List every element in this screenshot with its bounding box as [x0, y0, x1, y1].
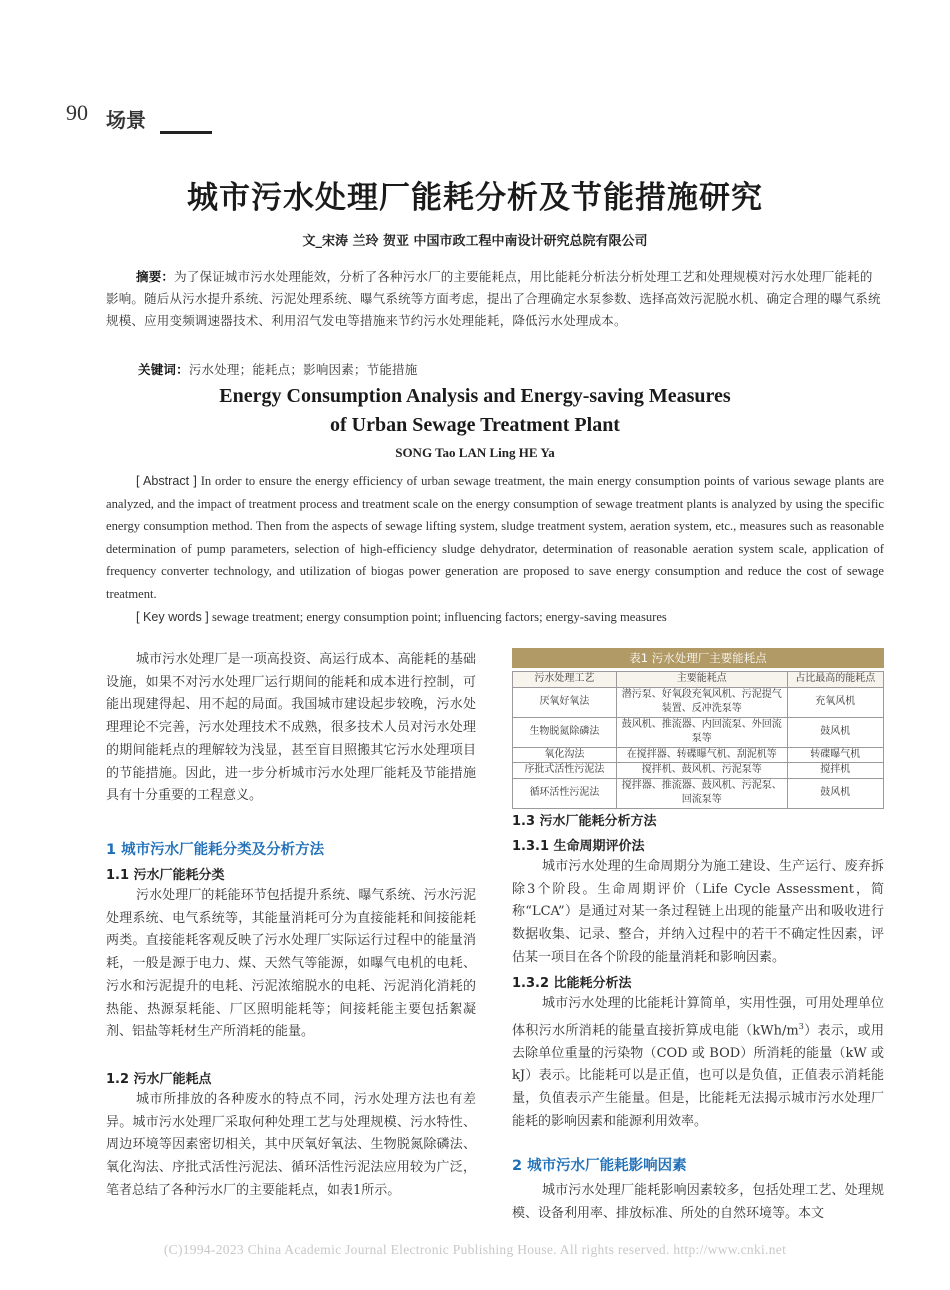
abstract-en [106, 470, 884, 605]
article-title-en [0, 382, 950, 440]
energy-table [512, 671, 884, 809]
table-cell: 鼓风机 [787, 717, 883, 747]
paragraph-1-2: 城市所排放的各种废水的特点不同，污水处理方法也有差异。城市污水处理厂采取何种处理工艺与处理规模、污水特性、周边环境等因素密切相关，其中厌氧好氧法、生物脱氮除磷法、氧化沟法、序批式活性污泥法、循环活性污泥法应用较为广泛，笔者总结了各种污水厂的主要能耗点，如表1所示。 [106, 1092, 476, 1198]
table-cell: 转碟曝气机 [787, 747, 883, 763]
superscript-3: 3 [798, 1021, 804, 1031]
intro-paragraph: 城市污水处理厂是一项高投资、高运行成本、高能耗的基础设施，如果不对污水处理厂运行期间的能耗和成本进行控制，可能出现建得起、用不起的局面。我国城市建设起步较晚，污水处理理论不完善，污水处理技术不成熟，很多技术人员对污水处理的期间能耗点的理解较为浅显，甚至盲目照搬其它污水处理项目的节能措施。因此，进一步分析城市污水处理厂能耗及节能措施具有十分重要的工程意义。 [106, 652, 476, 804]
table-header-cell: 污水处理工艺 [513, 672, 617, 688]
abstract-en-text: In order to ensure the energy efficiency of urban sewage treatment, the main energy consumption points of various sewage plants are analyzed, and the impact of treatment process and treatment scale on the energy consumption of sewage treatment plants is analyzed by using the specific energy consumption method. Then from the aspects of sewage lifting system, sludge treatment system, aeration system, etc., measures such as reasonable determination of pump parameters, selection of high-efficiency sludge dehydrator, determination of reasonable aeration system scale, application of frequency converter technology, and utilization of biogas power generation are proposed to save energy consumption and reduce the cost of sewage treatment. [106, 474, 884, 601]
table-header-cell: 主要能耗点 [616, 672, 787, 688]
keywords-en [136, 606, 884, 628]
heading-1-1: 1.1 污水厂能耗分类 [106, 868, 225, 883]
section-1-3-1-body [512, 856, 884, 970]
heading-1-2: 1.2 污水厂能耗点 [106, 1072, 212, 1087]
table-title: 表1 污水处理厂主要能耗点 [512, 648, 884, 668]
table-row [513, 687, 884, 717]
title-en-line2: of Urban Sewage Treatment Plant [330, 414, 620, 436]
table-cell: 搅拌机、鼓风机、污泥泵等 [616, 763, 787, 779]
title-en-line1: Energy Consumption Analysis and Energy-saving Measures [219, 385, 731, 407]
table-cell: 潜污泵、好氧段充氧风机、污泥提气装置、反冲洗泵等 [616, 687, 787, 717]
table-row [513, 763, 884, 779]
keywords-cn [138, 359, 882, 381]
heading-1-3-2: 1.3.2 比能耗分析法 [512, 976, 632, 991]
keywords-cn-text: 污水处理；能耗点；影响因素；节能措施 [188, 362, 418, 377]
table-cell: 搅拌机 [787, 763, 883, 779]
left-column-intro [106, 649, 476, 808]
table-row [513, 717, 884, 747]
abstract-cn-text: 为了保证城市污水处理能效，分析了各种污水厂的主要能耗点，用比能耗分析法分析处理工艺和处理规模对污水处理厂能耗的影响。随后从污水提升系统、污泥处理系统、曝气系统等方面考虑，提出了合理确定水泵参数、选择高效污泥脱水机、确定合理的曝气系统规模、应用变频调速器技术、利用沼气发电等措施来节约污水处理能耗，降低污水处理成本。 [106, 269, 881, 328]
abstract-cn-label: 摘要： [136, 269, 175, 284]
heading-2: 2 城市污水厂能耗影响因素 [512, 1158, 687, 1174]
table-cell: 鼓风机、推流器、内回流泵、外回流泵等 [616, 717, 787, 747]
paragraph-1-1: 污水处理厂的耗能环节包括提升系统、曝气系统、污水污泥处理系统、电气系统等，其能量消耗可分为直接能耗和间接能耗两类。直接能耗客观反映了污水处理厂实际运行过程中的能量消耗，一般是源于电力、煤、天然气等能源，如曝气电机的电耗、污水和污泥提升的电耗、污泥浓缩脱水的电耗、污泥消化消耗的热能、热源泵耗能、厂区照明能耗等；间接耗能主要包括絮凝剂、铝盐等耗材生产所消耗的能量。 [106, 888, 476, 1040]
table-cell: 在搅拌器、转碟曝气机、刮泥机等 [616, 747, 787, 763]
heading-1-3: 1.3 污水厂能耗分析方法 [512, 814, 657, 829]
section-1-1-body [106, 885, 476, 1044]
authors-cn: 文_宋涛 兰玲 贺亚 中国市政工程中南设计研究总院有限公司 [302, 234, 648, 249]
paragraph-2: 城市污水处理厂能耗影响因素较多，包括处理工艺、处理规模、设备利用率、排放标准、所处的自然环境等。本文 [512, 1183, 884, 1221]
heading-1-3-1: 1.3.1 生命周期评价法 [512, 839, 645, 854]
article-title-cn: 城市污水处理厂能耗分析及节能措施研究 [187, 180, 763, 216]
heading-1: 1 城市污水厂能耗分类及分析方法 [106, 842, 325, 858]
section-1-3-2-body [512, 993, 884, 1134]
keywords-en-label: [ Key words ] [136, 610, 209, 624]
paragraph-1-3-1: 城市污水处理的生命周期分为施工建设、生产运行、废弃拆除3个阶段。生命周期评价（Life Cycle Assessment，简称“LCA”）是通过对某一条过程链上出现的能量产出和吸收进行数据收集、记录、整合，并纳入过程中的若干不确定性因素，评估某一项目在各个阶段的能量消耗和影响因素。 [512, 859, 884, 965]
keywords-cn-label: 关键词： [138, 362, 189, 377]
table-cell: 鼓风机 [787, 778, 883, 808]
table-cell: 氧化沟法 [513, 747, 617, 763]
table-cell: 序批式活性污泥法 [513, 763, 617, 779]
authors-en: SONG Tao LAN Ling HE Ya [395, 445, 555, 460]
keywords-en-text: sewage treatment; energy consumption point; influencing factors; energy-saving measures [211, 610, 667, 624]
page-number: 90 [66, 100, 88, 125]
paragraph-1-3-2 [512, 993, 884, 1134]
abstract-en-label: [ Abstract ] [136, 474, 197, 488]
table-header-row [513, 672, 884, 688]
table-cell: 搅拌器、推流器、鼓风机、污泥泵、回流泵等 [616, 778, 787, 808]
section-label: 场景 [106, 108, 146, 132]
paragraph-1-3-2-part-b: ）表示，或用去除单位重量的污染物（COD 或 BOD）所消耗的能量（kW 或 kJ）表示。比能耗可以是正值，也可以是负值，正值表示消耗能量，负值表示产生能量。但是，比能耗无法揭示城市污水处理厂能耗的影响因素和能源利用效率。 [512, 1023, 884, 1129]
table-cell: 厌氧好氧法 [513, 687, 617, 717]
section-underline [160, 131, 212, 134]
table-row [513, 778, 884, 808]
section-2-body [512, 1180, 884, 1225]
table-cell: 充氧风机 [787, 687, 883, 717]
table-row [513, 747, 884, 763]
table-cell: 生物脱氮除磷法 [513, 717, 617, 747]
abstract-cn [106, 266, 882, 332]
section-1-2-body [106, 1089, 476, 1203]
table-cell: 循环活性污泥法 [513, 778, 617, 808]
table-header-cell: 占比最高的能耗点 [787, 672, 883, 688]
copyright-footer: (C)1994-2023 China Academic Journal Electronic Publishing House. All rights reserved. http://www.cnki.net [163, 1242, 787, 1257]
paragraph-1-3-2-part-a: 城市污水处理的比能耗计算简单，实用性强，可用处理单位体积污水所消耗的能量直接折算成电能（kWh/m [512, 996, 884, 1039]
